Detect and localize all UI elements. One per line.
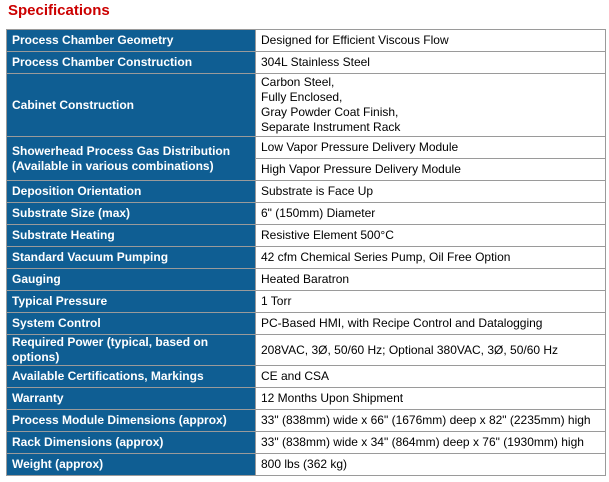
spec-label: Process Module Dimensions (approx) <box>7 410 256 432</box>
spec-value: PC-Based HMI, with Recipe Control and Datalogging <box>256 313 606 335</box>
spec-value: 12 Months Upon Shipment <box>256 388 606 410</box>
page-title: Specifications <box>8 2 110 19</box>
spec-label: Cabinet Construction <box>7 74 256 137</box>
table-row <box>7 313 606 335</box>
spec-value-line: Gray Powder Coat Finish, <box>261 105 399 119</box>
table-row <box>7 335 606 366</box>
table-row <box>7 137 606 181</box>
spec-value: 33" (838mm) wide x 34" (864mm) deep x 76" (1930mm) high <box>256 432 606 454</box>
table-row <box>7 410 606 432</box>
spec-label-line: Showerhead Process Gas Distribution <box>12 143 231 158</box>
spec-label: Required Power (typical, based on options) <box>7 335 256 366</box>
spec-value-line: Fully Enclosed, <box>261 90 343 104</box>
spec-value: 6" (150mm) Diameter <box>256 203 606 225</box>
spec-label: Deposition Orientation <box>7 181 256 203</box>
spec-value-line: Low Vapor Pressure Delivery Module <box>256 137 605 159</box>
spec-value: 1 Torr <box>256 291 606 313</box>
table-row <box>7 291 606 313</box>
table-row <box>7 454 606 476</box>
spec-value: 304L Stainless Steel <box>256 52 606 74</box>
spec-label: Rack Dimensions (approx) <box>7 432 256 454</box>
spec-value: 800 lbs (362 kg) <box>256 454 606 476</box>
spec-value: CE and CSA <box>256 366 606 388</box>
spec-label: Substrate Size (max) <box>7 203 256 225</box>
specifications-table <box>6 29 606 476</box>
spec-label: Substrate Heating <box>7 225 256 247</box>
spec-label: Process Chamber Construction <box>7 52 256 74</box>
spec-value: Substrate is Face Up <box>256 181 606 203</box>
table-row <box>7 225 606 247</box>
table-row <box>7 203 606 225</box>
table-row <box>7 247 606 269</box>
table-row <box>7 30 606 52</box>
spec-value: Heated Baratron <box>256 269 606 291</box>
table-row <box>7 366 606 388</box>
spec-label: Standard Vacuum Pumping <box>7 247 256 269</box>
spec-value-line: Carbon Steel, <box>261 75 335 89</box>
spec-value <box>256 137 606 181</box>
table-row <box>7 52 606 74</box>
spec-value: 33" (838mm) wide x 66" (1676mm) deep x 82" (2235mm) high <box>256 410 606 432</box>
spec-label: Process Chamber Geometry <box>7 30 256 52</box>
spec-label-line: (Available in various combinations) <box>12 158 214 173</box>
table-row <box>7 269 606 291</box>
table-row <box>7 388 606 410</box>
spec-label: Available Certifications, Markings <box>7 366 256 388</box>
spec-value: Designed for Efficient Viscous Flow <box>256 30 606 52</box>
spec-value-line: Separate Instrument Rack <box>261 120 401 134</box>
spec-label: Gauging <box>7 269 256 291</box>
spec-value: 208VAC, 3Ø, 50/60 Hz; Optional 380VAC, 3Ø, 50/60 Hz <box>256 335 606 366</box>
table-row <box>7 181 606 203</box>
spec-label: Weight (approx) <box>7 454 256 476</box>
spec-value <box>256 74 606 137</box>
spec-label <box>7 137 256 181</box>
spec-value: Resistive Element 500°C <box>256 225 606 247</box>
spec-value-line: High Vapor Pressure Delivery Module <box>261 162 461 176</box>
table-row <box>7 432 606 454</box>
spec-label: Warranty <box>7 388 256 410</box>
spec-label: System Control <box>7 313 256 335</box>
spec-value: 42 cfm Chemical Series Pump, Oil Free Option <box>256 247 606 269</box>
table-row <box>7 74 606 137</box>
spec-label: Typical Pressure <box>7 291 256 313</box>
